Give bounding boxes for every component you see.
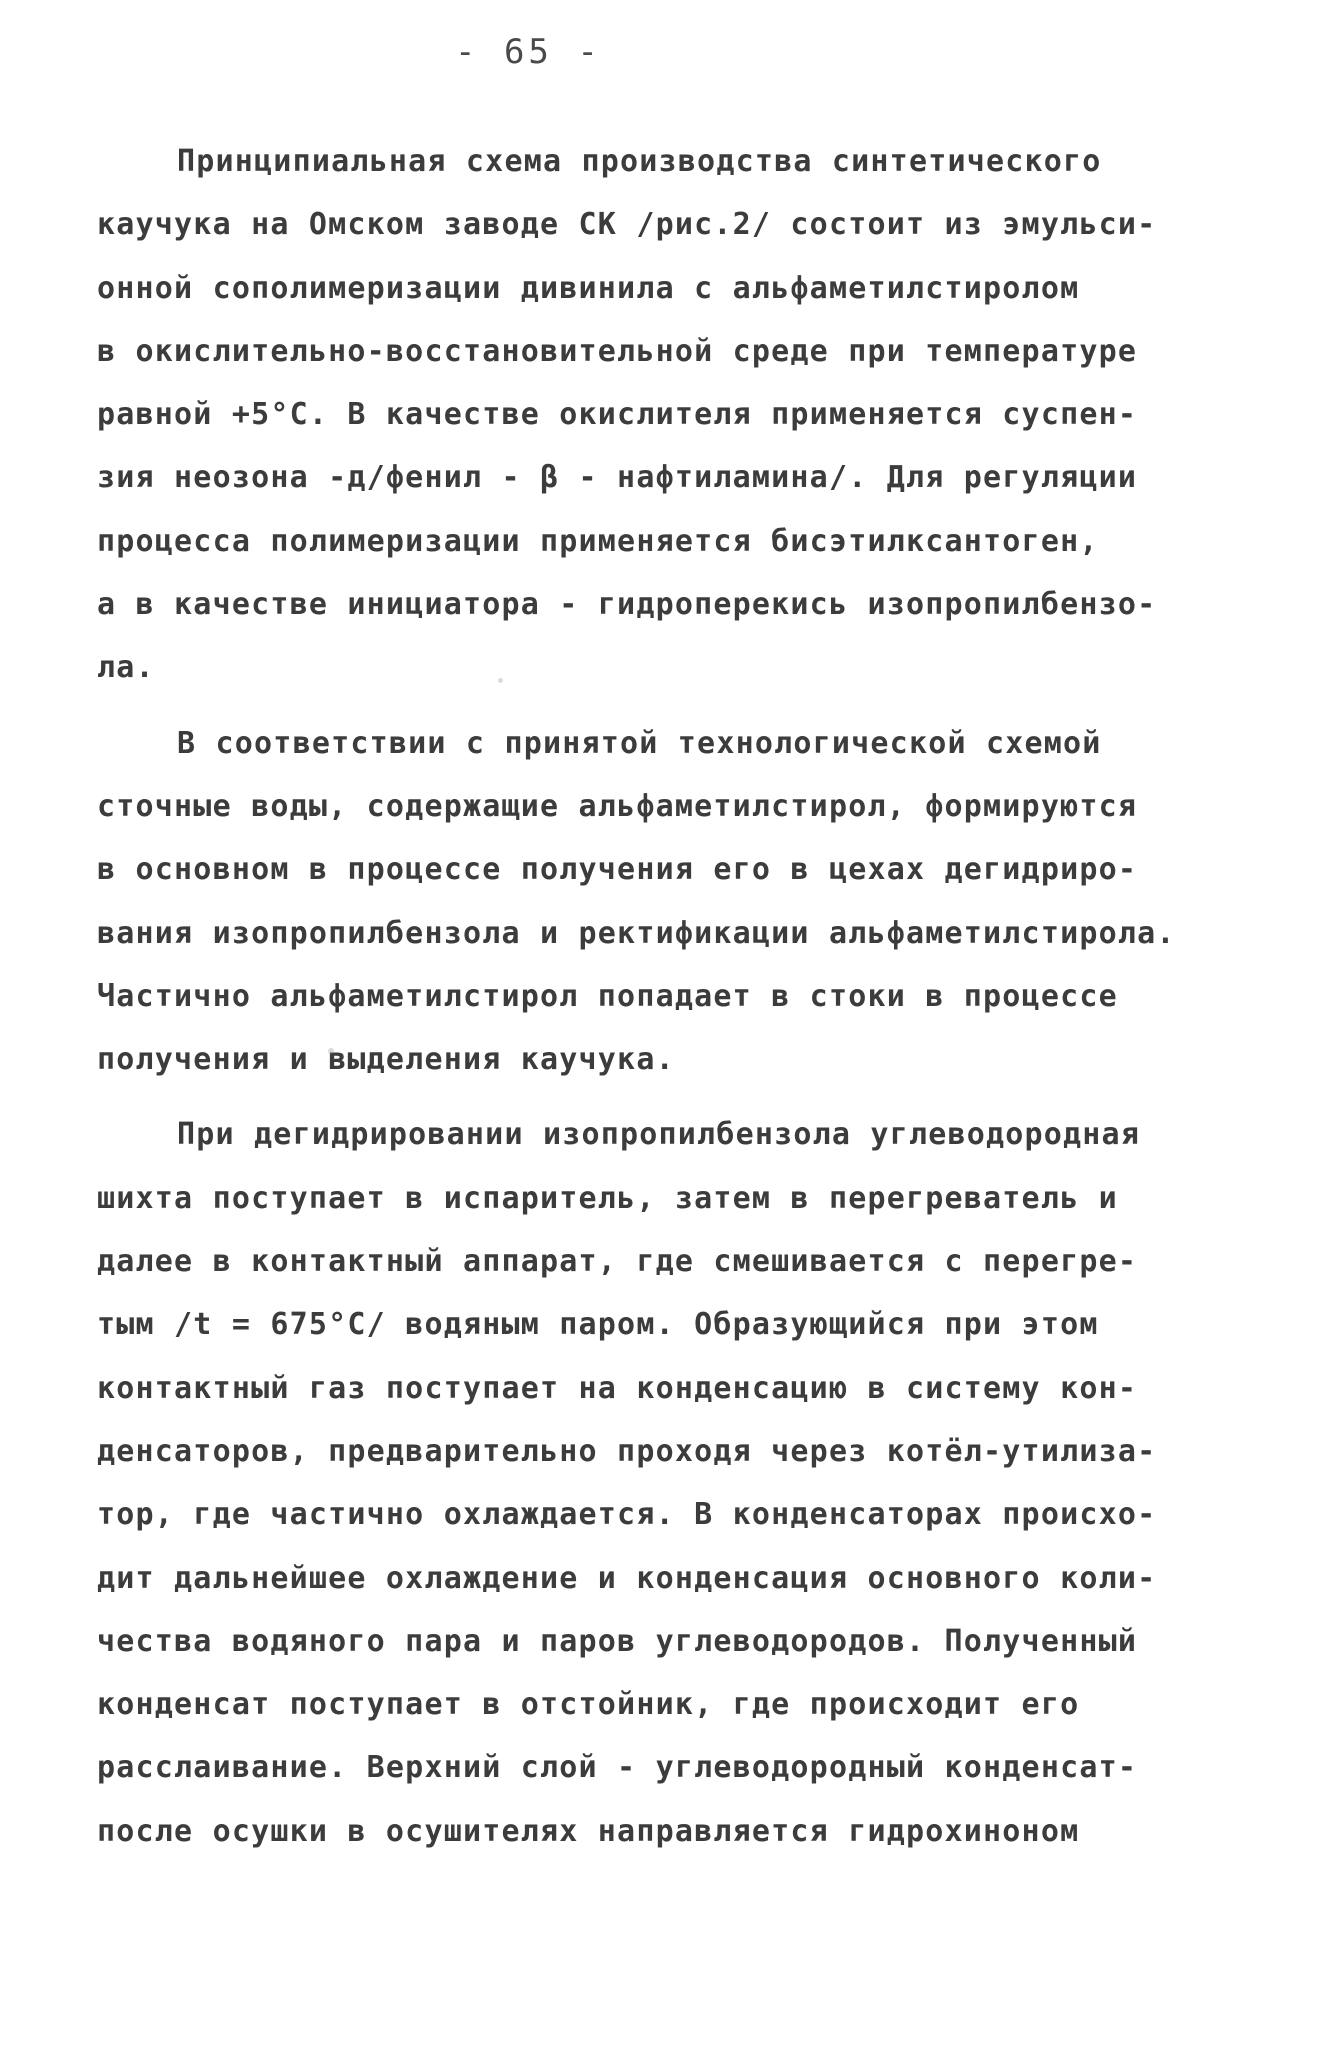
text-line: Принципиальная схема производства синтетического <box>177 144 1102 179</box>
ink-speck <box>498 678 503 683</box>
text-line: ла. <box>97 650 155 686</box>
text-line: равной +5°С. В качестве окислителя применяется суспен- <box>97 397 1138 433</box>
body-text <box>97 130 1257 1863</box>
paragraph-3 <box>97 1103 1257 1863</box>
text-line: онной сополимеризации дивинила с альфаметилстиролом <box>97 270 1080 306</box>
text-line: процесса полимеризации применяется бисэтилксантоген, <box>97 523 1099 559</box>
text-line: Частично альфаметилстирол попадает в стоки в процессе <box>97 978 1118 1014</box>
text-line: в окислительно-восстановительной среде при температуре <box>97 333 1138 369</box>
text-line: а в качестве инициатора - гидроперекись изопропилбензо- <box>97 587 1157 623</box>
text-line: При дегидрировании изопропилбензола углеводородная <box>177 1117 1141 1153</box>
text-line: получения и выделения каучука. <box>97 1042 675 1078</box>
text-line: расслаивание. Верхний слой - углеводородный конденсат- <box>97 1750 1138 1786</box>
paragraph-2 <box>97 712 1257 1092</box>
text-line: сточные воды, содержащие альфаметилстирол, формируются <box>97 788 1138 824</box>
paragraph-1 <box>97 130 1257 700</box>
text-line: тым /t = 675°С/ водяным паром. Образующийся при этом <box>97 1307 1099 1343</box>
text-line: после осушки в осушителях направляется гидрохиноном <box>97 1813 1080 1849</box>
text-line: тор, где частично охлаждается. В конденсаторах происхо- <box>97 1497 1157 1533</box>
text-line: каучука на Омском заводе СК /рис.2/ состоит из эмульси- <box>97 207 1157 243</box>
text-line: шихта поступает в испаритель, затем в перегреватель и <box>97 1180 1118 1216</box>
text-line: зия неозона -д/фенил - β - нафтиламина/. Для регуляции <box>97 460 1138 496</box>
text-line: конденсат поступает в отстойник, где происходит его <box>97 1687 1080 1723</box>
text-line: дит дальнейшее охлаждение и конденсация основного коли- <box>97 1560 1157 1596</box>
ink-speck <box>328 1048 334 1054</box>
text-line: контактный газ поступает на конденсацию в систему кон- <box>97 1370 1138 1406</box>
text-line: в основном в процессе получения его в цехах дегидриро- <box>97 852 1138 888</box>
text-line: денсаторов, предварительно проходя через котёл-утилиза- <box>97 1433 1157 1469</box>
text-line: далее в контактный аппарат, где смешивается с перегре- <box>97 1244 1138 1280</box>
text-line: В соответствии с принятой технологической схемой <box>177 725 1102 761</box>
page-number: - 65 - <box>455 32 602 72</box>
text-line: чества водяного пара и паров углеводородов. Полученный <box>97 1623 1138 1659</box>
text-line: вания изопропилбензола и ректификации альфаметилстирола. <box>97 915 1176 951</box>
